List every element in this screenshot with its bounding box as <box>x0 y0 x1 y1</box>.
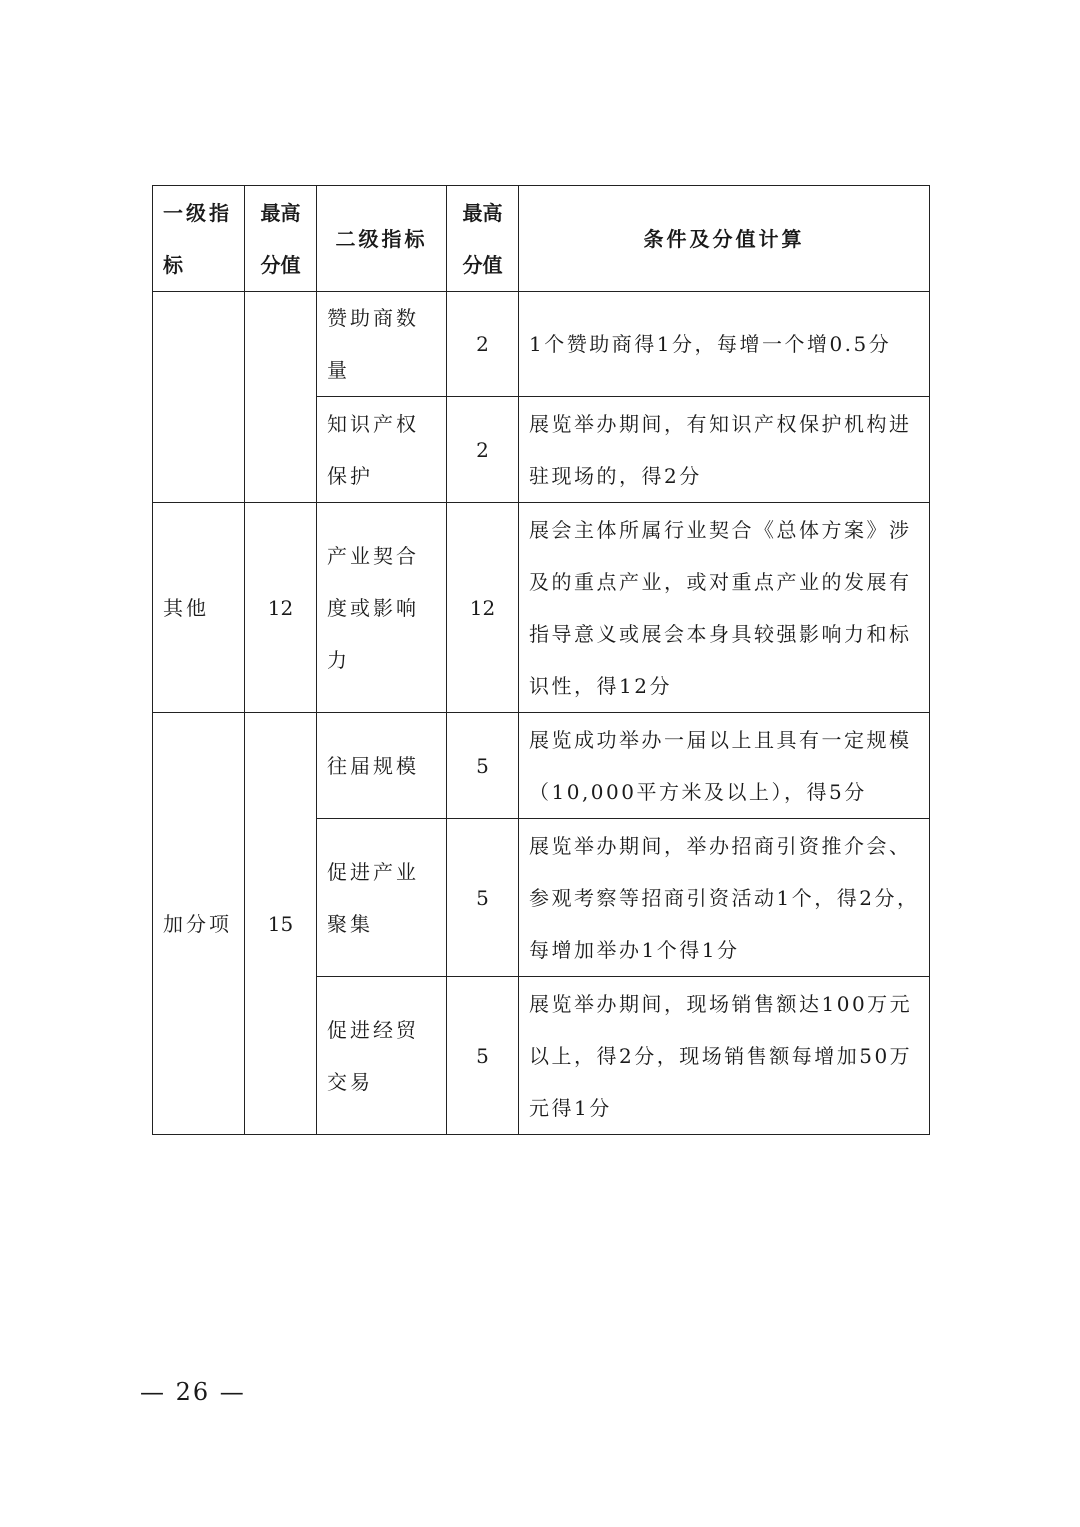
row-ip-level2: 知识产权保护 <box>317 397 447 503</box>
row-sponsor-level2: 赞助商数量 <box>317 292 447 397</box>
header-max1: 最高分值 <box>245 186 317 292</box>
row-ip-calc: 展览举办期间，有知识产权保护机构进驻现场的，得2分 <box>519 397 930 503</box>
row-cluster-level2: 促进产业聚集 <box>317 819 447 977</box>
page-number: — 26 — <box>140 1378 246 1406</box>
row-sponsor-calc: 1个赞助商得1分，每增一个增0.5分 <box>519 292 930 397</box>
scoring-table <box>152 185 930 1135</box>
table-row <box>153 713 930 819</box>
row-other-level2: 产业契合度或影响力 <box>317 503 447 713</box>
header-calc: 条件及分值计算 <box>519 186 930 292</box>
row-bonus-level1: 加分项 <box>153 713 245 1135</box>
table-row <box>153 292 930 397</box>
row-sponsor-max2: 2 <box>447 292 519 397</box>
row-scale-max2: 5 <box>447 713 519 819</box>
table-header-row <box>153 186 930 292</box>
row-other-max1: 12 <box>245 503 317 713</box>
row-sponsor-max1 <box>245 292 317 503</box>
header-max2: 最高分值 <box>447 186 519 292</box>
row-cluster-max2: 5 <box>447 819 519 977</box>
header-level1: 一级指标 <box>153 186 245 292</box>
row-scale-level2: 往届规模 <box>317 713 447 819</box>
row-bonus-max1: 15 <box>245 713 317 1135</box>
row-trade-max2: 5 <box>447 977 519 1135</box>
row-trade-calc: 展览举办期间，现场销售额达100万元以上，得2分，现场销售额每增加50万元得1分 <box>519 977 930 1135</box>
row-trade-level2: 促进经贸交易 <box>317 977 447 1135</box>
row-cluster-calc: 展览举办期间，举办招商引资推介会、参观考察等招商引资活动1个，得2分，每增加举办1个得1分 <box>519 819 930 977</box>
row-other-level1: 其他 <box>153 503 245 713</box>
row-ip-max2: 2 <box>447 397 519 503</box>
header-level2: 二级指标 <box>317 186 447 292</box>
row-other-max2: 12 <box>447 503 519 713</box>
row-scale-calc: 展览成功举办一届以上且具有一定规模（10,000平方米及以上），得5分 <box>519 713 930 819</box>
table-row <box>153 503 930 713</box>
row-sponsor-level1 <box>153 292 245 503</box>
row-other-calc: 展会主体所属行业契合《总体方案》涉及的重点产业，或对重点产业的发展有指导意义或展会本身具较强影响力和标识性，得12分 <box>519 503 930 713</box>
